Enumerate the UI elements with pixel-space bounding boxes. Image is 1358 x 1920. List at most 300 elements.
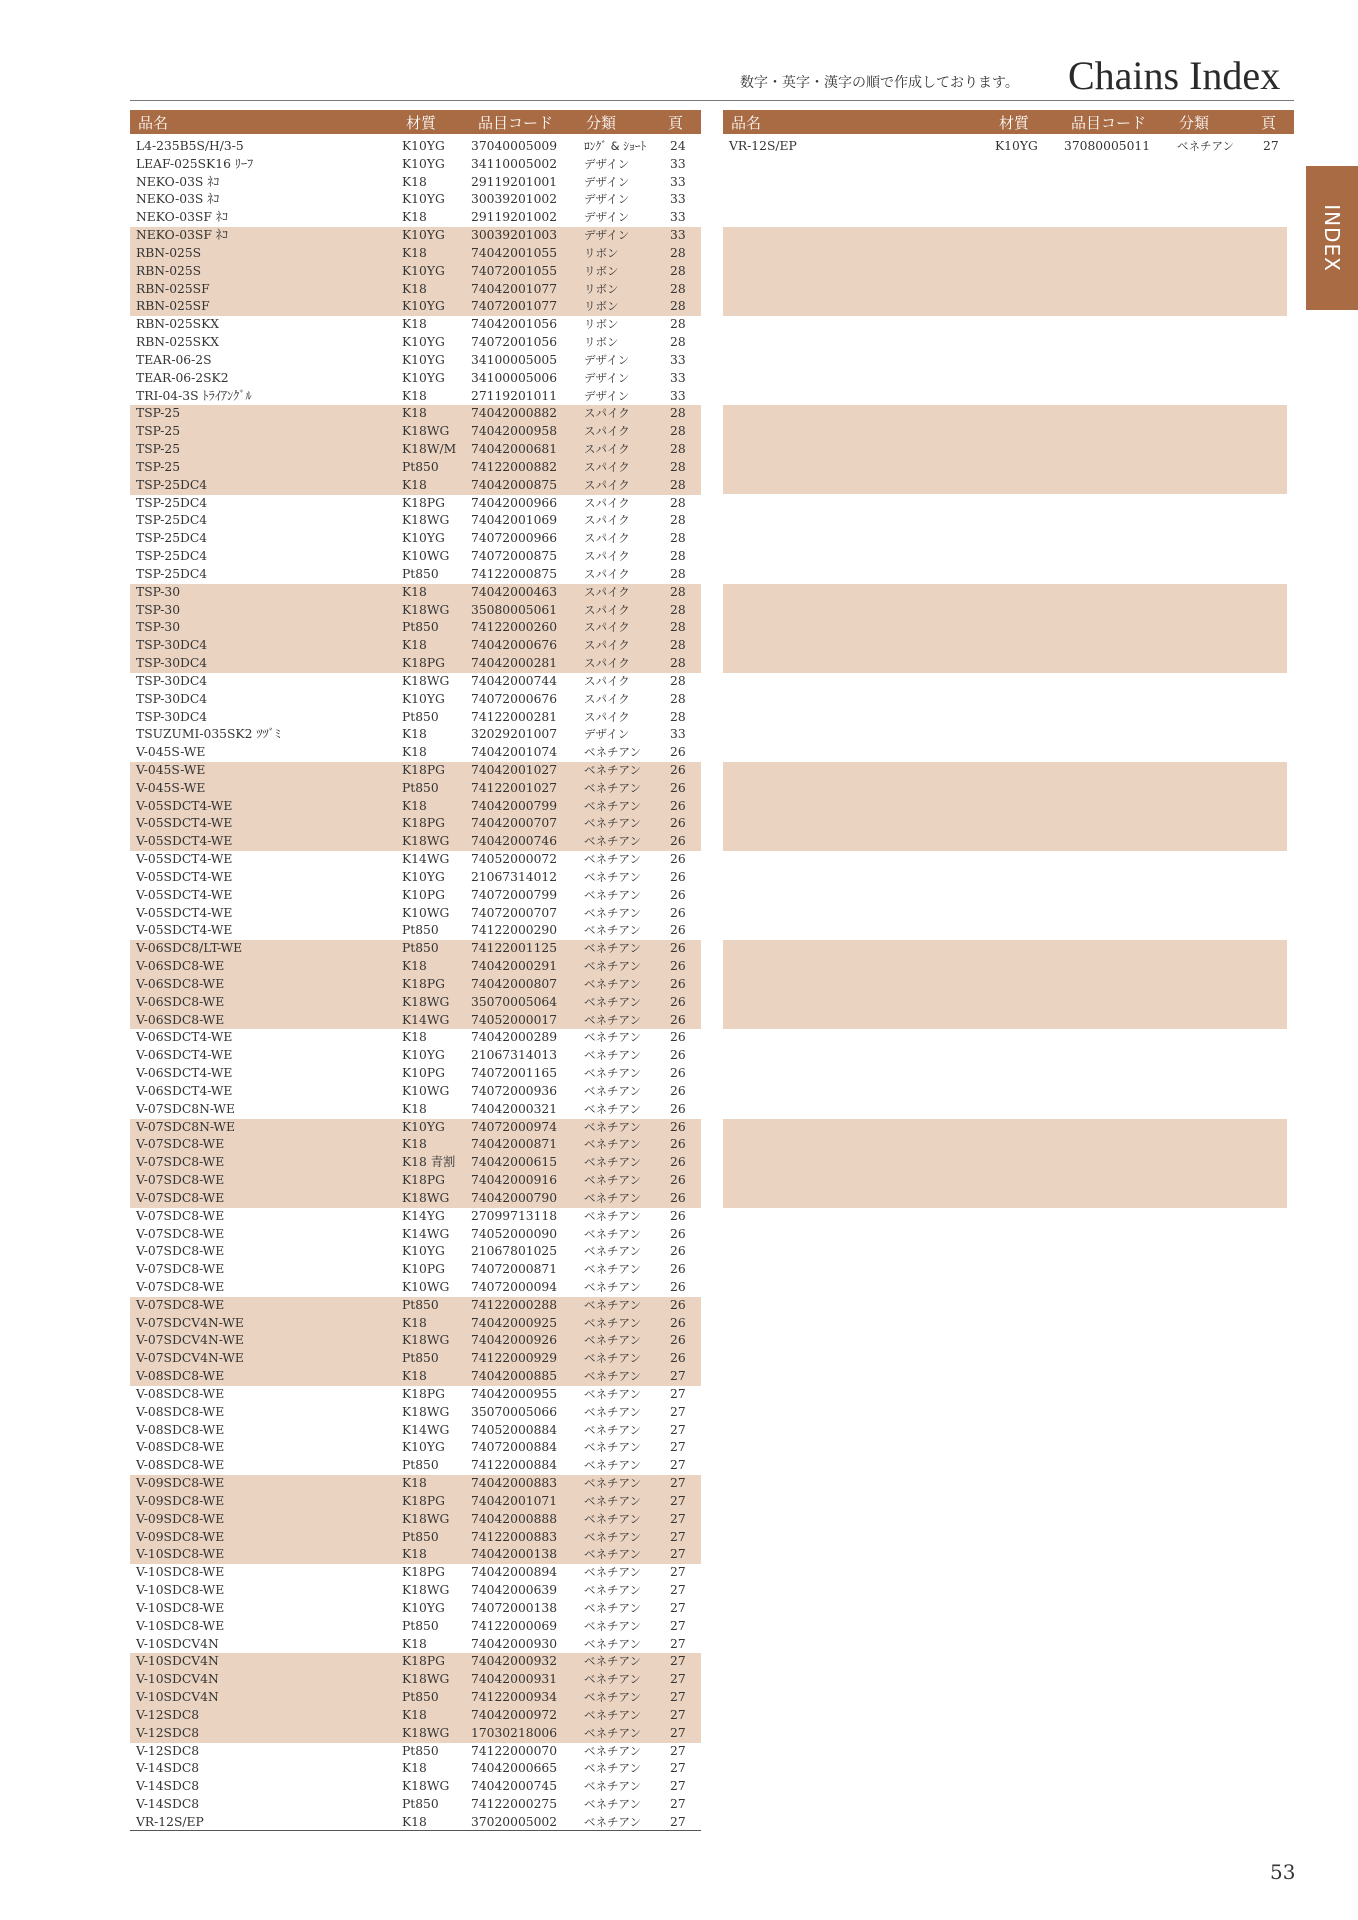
row-name: V-06SDCT4-WE (136, 1030, 233, 1045)
row-code: 74042000875 (471, 477, 558, 492)
row-material: K18 (402, 281, 427, 296)
page-number: 53 (1270, 1860, 1296, 1884)
row-material: K18PG (402, 1386, 445, 1401)
row-code: 74072000974 (471, 1119, 558, 1134)
row-material: K18 青割 (402, 1155, 456, 1170)
index-tab[interactable] (1306, 166, 1358, 310)
row-name: VR-12S/EP (729, 139, 797, 153)
row-code: 74042000681 (471, 442, 558, 457)
table-row (130, 798, 701, 816)
table-row (130, 940, 701, 958)
row-material: K18 (402, 388, 427, 403)
table-row (130, 1796, 701, 1814)
table-row (130, 851, 701, 869)
row-category: ベネチアン (584, 1511, 642, 1526)
row-code: 34110005002 (471, 156, 558, 171)
row-name: RBN-025SKX (136, 317, 220, 332)
row-category: スパイク (584, 424, 630, 439)
row-name: V-09SDC8-WE (136, 1511, 225, 1526)
row-page: 27 (670, 1725, 686, 1740)
table-row (130, 1368, 701, 1386)
row-material: K18PG (402, 1493, 445, 1508)
row-page: 28 (670, 691, 686, 706)
row-category: スパイク (584, 656, 630, 671)
row-name: V-07SDCV4N-WE (136, 1315, 244, 1330)
row-name: V-10SDCV4N (136, 1654, 219, 1669)
row-material: K18 (402, 317, 427, 332)
row-material: K18WG (402, 424, 450, 439)
row-material: K18PG (402, 1173, 445, 1188)
table-row (130, 512, 701, 530)
row-category: リボン (584, 263, 619, 278)
row-code: 74042000281 (471, 656, 558, 671)
row-category: ベネチアン (584, 1315, 642, 1330)
row-category: ベネチアン (584, 1458, 642, 1473)
row-name: NEKO-03S ﾈｺ (136, 192, 220, 207)
table-row (130, 209, 701, 227)
row-category: ベネチアン (584, 1654, 642, 1669)
header-subtitle: 数字・英字・漢字の順で作成しております。 (740, 75, 1019, 91)
row-category: ベネチアン (584, 1048, 642, 1063)
header-page: 頁 (1261, 114, 1277, 132)
row-code: 74122001027 (471, 780, 558, 795)
table-row (130, 1404, 701, 1422)
row-material: K18 (402, 477, 427, 492)
table-row (130, 370, 701, 388)
row-page: 28 (670, 656, 686, 671)
row-material: K18 (402, 745, 427, 760)
row-page: 26 (670, 905, 686, 920)
row-name: TRI-04-3S ﾄﾗｲｱﾝｸﾞﾙ (136, 388, 252, 403)
table-row (130, 1546, 701, 1564)
row-page: 27 (670, 1511, 686, 1526)
row-page: 27 (670, 1422, 686, 1437)
header-material: 材質 (999, 114, 1030, 132)
row-category: ベネチアン (584, 1725, 642, 1740)
row-material: K10WG (402, 905, 450, 920)
table-row (130, 298, 701, 316)
row-name: TSP-25 (136, 424, 181, 439)
row-code: 74042001056 (471, 317, 558, 332)
row-material: K18WG (402, 1583, 450, 1598)
row-name: RBN-025S (136, 263, 202, 278)
row-name: V-07SDC8-WE (136, 1173, 225, 1188)
row-page: 33 (670, 192, 686, 207)
row-name: V-10SDCV4N (136, 1672, 219, 1687)
row-name: V-045S-WE (136, 745, 206, 760)
row-page: 26 (670, 976, 686, 991)
row-code: 17030218006 (471, 1725, 558, 1740)
row-code: 74042000744 (471, 673, 558, 688)
row-category: デザイン (584, 210, 630, 225)
row-page: 26 (670, 1048, 686, 1063)
row-page: 33 (670, 370, 686, 385)
row-category: ベネチアン (584, 852, 642, 867)
row-name: V-045S-WE (136, 762, 206, 777)
row-code: 74072000138 (471, 1600, 558, 1615)
row-material: K18PG (402, 816, 445, 831)
table-row (130, 263, 701, 281)
row-category: ベネチアン (584, 1101, 642, 1116)
row-page: 28 (670, 335, 686, 350)
table-row (130, 691, 701, 709)
row-name: TSUZUMI-035SK2 ﾂﾂﾞﾐ (136, 727, 281, 742)
row-page: 28 (670, 459, 686, 474)
row-page: 26 (670, 1244, 686, 1259)
row-category: ベネチアン (584, 1190, 642, 1205)
row-name: V-06SDCT4-WE (136, 1048, 233, 1063)
row-code: 35070005066 (471, 1404, 558, 1419)
row-category: ベネチアン (584, 1030, 642, 1045)
row-material: K10YG (402, 869, 445, 884)
row-name: V-07SDCV4N-WE (136, 1351, 244, 1366)
right-band (723, 762, 1287, 851)
row-page: 28 (670, 245, 686, 260)
row-material: K10PG (402, 887, 445, 902)
row-material: K18PG (402, 1565, 445, 1580)
row-material: K10PG (402, 1262, 445, 1277)
row-name: TSP-30 (136, 584, 181, 599)
row-name: V-12SDC8 (136, 1707, 200, 1722)
row-material: K18 (402, 1101, 427, 1116)
row-name: RBN-025SF (136, 281, 210, 296)
row-code: 32029201007 (471, 727, 558, 742)
row-material: K10YG (995, 139, 1038, 153)
row-category: ベネチアン (584, 1493, 642, 1508)
row-code: 74122000884 (471, 1458, 558, 1473)
header-page: 頁 (668, 114, 684, 132)
row-material: K10PG (402, 1066, 445, 1081)
table-row (130, 1760, 701, 1778)
row-category: ベネチアン (584, 1155, 642, 1170)
row-category: スパイク (584, 531, 630, 546)
row-page: 26 (670, 1262, 686, 1277)
row-code: 74042000885 (471, 1369, 558, 1384)
row-category: ベネチアン (584, 1707, 642, 1722)
row-code: 74072000875 (471, 549, 558, 564)
table-row (130, 1154, 701, 1172)
row-category: スパイク (584, 477, 630, 492)
row-material: K18 (402, 584, 427, 599)
row-page: 26 (670, 1280, 686, 1294)
row-page: 28 (670, 566, 686, 581)
row-material: K10YG (402, 1048, 445, 1063)
row-code: 74042000807 (471, 976, 558, 991)
row-name: TSP-25DC4 (136, 477, 208, 492)
row-name: L4-235B5S/H/3-5 (136, 139, 244, 153)
row-code: 74042000707 (471, 816, 558, 831)
table-row (130, 833, 701, 851)
row-page: 27 (670, 1404, 686, 1419)
row-page: 27 (670, 1529, 686, 1544)
table-row (130, 780, 701, 798)
row-code: 74072001077 (471, 299, 558, 314)
row-material: K18 (402, 245, 427, 260)
row-code: 74122000070 (471, 1743, 558, 1758)
row-category: ベネチアン (584, 1476, 642, 1491)
header-code: 品目コード (478, 114, 554, 132)
row-page: 27 (670, 1600, 686, 1615)
table-row (130, 887, 701, 905)
row-category: ベネチアン (584, 1280, 642, 1294)
row-page: 33 (670, 174, 686, 189)
table-row (130, 1101, 701, 1119)
table-row (130, 602, 701, 620)
row-name: V-06SDC8-WE (136, 959, 225, 974)
table-row (130, 815, 701, 833)
left-table-header (130, 110, 701, 134)
table-row (130, 1243, 701, 1261)
row-name: TEAR-06-2S (136, 352, 212, 367)
row-page: 27 (670, 1618, 686, 1633)
row-page: 27 (670, 1565, 686, 1580)
row-name: V-045S-WE (136, 780, 206, 795)
row-material: Pt850 (402, 1743, 439, 1758)
table-row (130, 1725, 701, 1743)
row-page: 26 (670, 834, 686, 849)
row-code: 74042000972 (471, 1707, 558, 1722)
table-row (130, 1689, 701, 1707)
row-material: Pt850 (402, 566, 439, 581)
row-material: K18WG (402, 1333, 450, 1348)
row-name: TSP-25DC4 (136, 495, 208, 510)
row-code: 37020005002 (471, 1814, 558, 1829)
row-code: 74042000321 (471, 1101, 558, 1116)
table-row (130, 1439, 701, 1457)
row-material: Pt850 (402, 709, 439, 724)
row-code: 74072000799 (471, 887, 558, 902)
row-category: ベネチアン (584, 816, 642, 831)
row-name: TSP-25 (136, 459, 181, 474)
row-material: K18WG (402, 602, 450, 617)
row-name: V-10SDC8-WE (136, 1547, 225, 1562)
row-category: リボン (584, 281, 619, 296)
row-material: K18WG (402, 1672, 450, 1687)
row-page: 26 (670, 762, 686, 777)
row-code: 74042000958 (471, 424, 558, 439)
table-row (130, 281, 701, 299)
row-page: 33 (670, 156, 686, 171)
row-code: 30039201003 (471, 228, 558, 243)
row-material: K14WG (402, 1422, 450, 1437)
table-row (130, 388, 701, 406)
row-material: K18 (402, 1476, 427, 1491)
row-code: 74072001055 (471, 263, 558, 278)
row-material: Pt850 (402, 1351, 439, 1366)
table-row (130, 1208, 701, 1226)
row-category: リボン (584, 299, 619, 314)
row-category: ベネチアン (584, 994, 642, 1009)
row-category: スパイク (584, 620, 630, 635)
row-category: ベネチアン (584, 745, 642, 760)
row-name: LEAF-025SK16 ﾘｰﾌ (136, 156, 254, 171)
row-name: V-07SDC8-WE (136, 1208, 225, 1223)
row-code: 74072000707 (471, 905, 558, 920)
row-material: K10YG (402, 531, 445, 546)
right-band (723, 405, 1287, 494)
row-name: TSP-25DC4 (136, 566, 208, 581)
row-code: 74042000665 (471, 1761, 558, 1776)
row-page: 27 (670, 1369, 686, 1384)
row-code: 29119201001 (471, 174, 558, 189)
row-code: 74072000966 (471, 531, 558, 546)
row-name: TSP-30DC4 (136, 709, 208, 724)
row-code: 74052000884 (471, 1422, 558, 1437)
right-band (723, 584, 1287, 673)
row-name: TSP-30DC4 (136, 691, 208, 706)
row-category: ベネチアン (584, 1173, 642, 1188)
row-page: 28 (670, 406, 686, 421)
row-page: 26 (670, 745, 686, 760)
row-material: K14YG (402, 1208, 445, 1223)
row-category: ベネチアン (584, 923, 642, 938)
row-code: 74042000463 (471, 584, 558, 599)
row-material: K18 (402, 1547, 427, 1562)
row-name: V-07SDC8-WE (136, 1137, 225, 1152)
table-row (130, 1671, 701, 1689)
row-material: Pt850 (402, 620, 439, 635)
table-row (130, 1332, 701, 1350)
row-page: 28 (670, 584, 686, 599)
row-category: ﾛﾝｸﾞ & ｼｮｰﾄ (584, 139, 647, 153)
row-material: K18WG (402, 1404, 450, 1419)
row-code: 74042000745 (471, 1779, 558, 1794)
left-table-body (130, 138, 701, 1832)
table-row (130, 316, 701, 334)
row-material: K18WG (402, 673, 450, 688)
row-page: 26 (670, 780, 686, 795)
row-name: V-07SDC8N-WE (136, 1119, 235, 1134)
row-page: 27 (670, 1743, 686, 1758)
row-category: ベネチアン (584, 1226, 642, 1241)
row-material: K10YG (402, 139, 445, 153)
row-code: 74042001074 (471, 745, 558, 760)
row-category: リボン (584, 245, 619, 260)
row-material: K10YG (402, 691, 445, 706)
row-material: Pt850 (402, 780, 439, 795)
row-code: 35080005061 (471, 602, 558, 617)
table-row (130, 1814, 701, 1832)
row-name: RBN-025SKX (136, 335, 220, 350)
row-page: 28 (670, 709, 686, 724)
row-name: V-12SDC8 (136, 1725, 200, 1740)
row-name: V-05SDCT4-WE (136, 869, 233, 884)
row-category: ベネチアン (584, 1547, 642, 1562)
row-code: 35070005064 (471, 994, 558, 1009)
table-row (130, 1564, 701, 1582)
table-row (130, 637, 701, 655)
table-row (130, 1065, 701, 1083)
row-name: V-05SDCT4-WE (136, 923, 233, 938)
row-code: 74122000290 (471, 923, 558, 938)
row-name: V-06SDC8-WE (136, 994, 225, 1009)
row-category: ベネチアン (584, 1529, 642, 1544)
row-material: K10YG (402, 156, 445, 171)
row-name: V-07SDC8-WE (136, 1155, 225, 1170)
row-page: 26 (670, 1351, 686, 1366)
row-code: 74042000639 (471, 1583, 558, 1598)
row-material: K10YG (402, 263, 445, 278)
row-material: K18 (402, 174, 427, 189)
row-category: スパイク (584, 638, 630, 653)
row-category: ベネチアン (584, 1779, 642, 1794)
row-code: 74122000281 (471, 709, 558, 724)
row-page: 26 (670, 1137, 686, 1152)
row-category: リボン (584, 317, 619, 332)
row-material: K18W/M (402, 442, 457, 457)
row-material: K14WG (402, 1012, 450, 1027)
row-code: 74042000916 (471, 1173, 558, 1188)
row-name: V-12SDC8 (136, 1743, 200, 1758)
row-code: 74042000883 (471, 1476, 558, 1491)
row-code: 74042000926 (471, 1333, 558, 1348)
table-row (130, 994, 701, 1012)
row-name: TSP-25 (136, 406, 181, 421)
row-page: 27 (670, 1547, 686, 1562)
row-material: Pt850 (402, 941, 439, 956)
table-row (130, 1386, 701, 1404)
row-name: VR-12S/EP (136, 1814, 204, 1829)
table-row (130, 1529, 701, 1547)
row-code: 74052000072 (471, 852, 558, 867)
row-name: V-07SDC8-WE (136, 1280, 225, 1294)
row-category: ベネチアン (584, 1600, 642, 1615)
table-row (130, 1618, 701, 1636)
row-page: 27 (670, 1814, 686, 1829)
row-name: V-10SDC8-WE (136, 1565, 225, 1580)
row-material: K14WG (402, 852, 450, 867)
row-name: V-08SDC8-WE (136, 1404, 225, 1419)
row-category: ベネチアン (584, 1369, 642, 1384)
table-row (130, 655, 701, 673)
row-name: V-09SDC8-WE (136, 1529, 225, 1544)
row-name: TSP-30DC4 (136, 656, 208, 671)
row-name: NEKO-03SF ﾈｺ (136, 210, 229, 225)
row-category: デザイン (584, 156, 630, 171)
row-code: 74122000883 (471, 1529, 558, 1544)
row-name: V-14SDC8 (136, 1761, 200, 1776)
table-row (130, 138, 701, 156)
row-name: V-07SDC8-WE (136, 1262, 225, 1277)
row-page: 26 (670, 869, 686, 884)
row-material: K10YG (402, 370, 445, 385)
row-material: K18WG (402, 513, 450, 528)
row-code: 74042000894 (471, 1565, 558, 1580)
left-index-table (130, 110, 701, 1832)
table-row (130, 922, 701, 940)
row-code: 74042001027 (471, 762, 558, 777)
header-material: 材質 (406, 114, 437, 132)
row-code: 21067314012 (471, 869, 558, 884)
row-name: NEKO-03S ﾈｺ (136, 174, 220, 189)
row-page: 24 (670, 139, 686, 153)
row-page: 28 (670, 263, 686, 278)
row-category: ベネチアン (1177, 139, 1235, 153)
row-name: TSP-30DC4 (136, 638, 208, 653)
row-category: スパイク (584, 673, 630, 688)
row-name: V-08SDC8-WE (136, 1369, 225, 1384)
row-name: V-05SDCT4-WE (136, 816, 233, 831)
row-material: K10YG (402, 1244, 445, 1259)
row-name: V-10SDC8-WE (136, 1583, 225, 1598)
row-code: 74042000291 (471, 959, 558, 974)
row-material: Pt850 (402, 923, 439, 938)
row-code: 74122000934 (471, 1690, 558, 1705)
table-row (130, 405, 701, 423)
row-category: ベネチアン (584, 1690, 642, 1705)
row-material: K10YG (402, 352, 445, 367)
row-name: V-07SDC8-WE (136, 1244, 225, 1259)
